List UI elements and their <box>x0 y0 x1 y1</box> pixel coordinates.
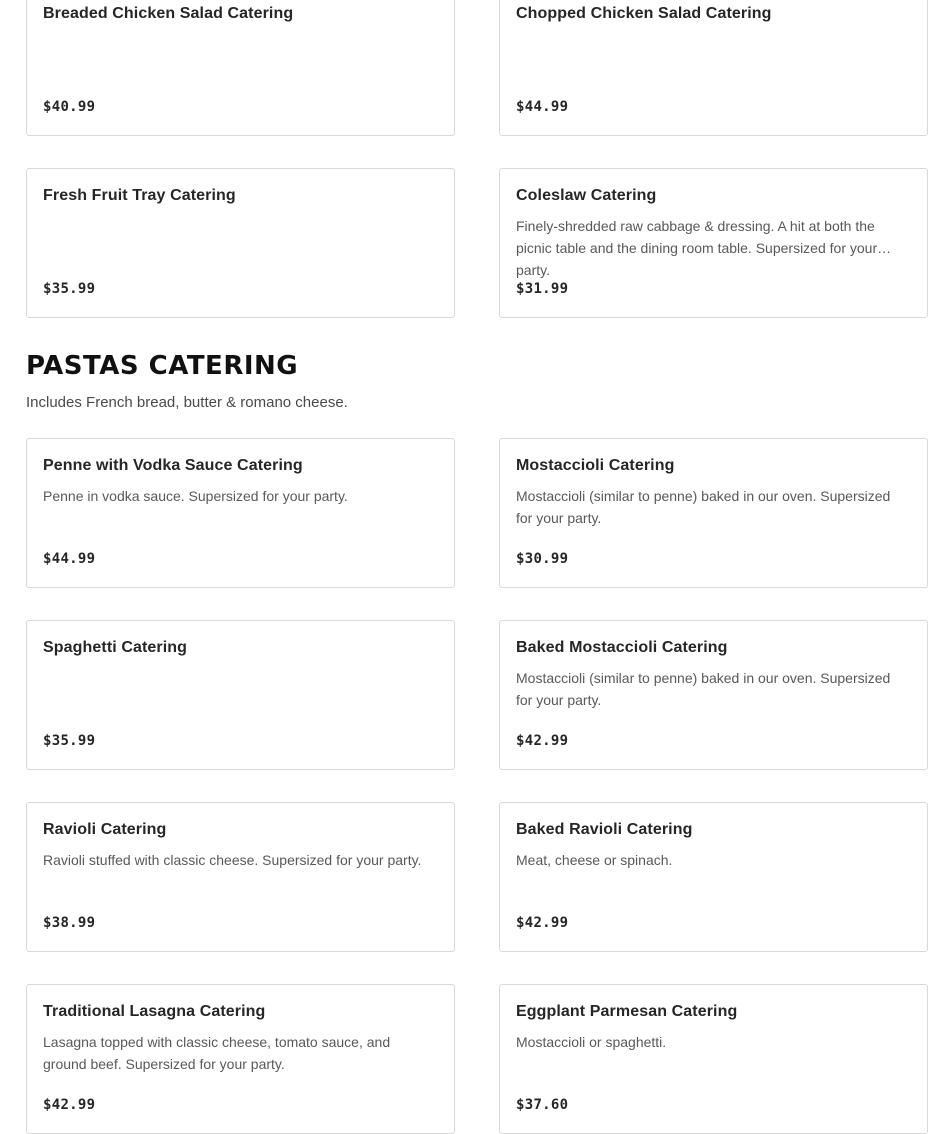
item-name: Traditional Lasagna Catering <box>43 1003 266 1020</box>
item-price: $35.99 <box>43 281 96 297</box>
item-price: $44.99 <box>43 551 96 567</box>
item-name: Baked Ravioli Catering <box>516 821 693 838</box>
item-name: Baked Mostaccioli Catering <box>516 639 728 656</box>
menu-item-card[interactable] <box>499 0 928 136</box>
menu-item-card[interactable] <box>26 168 455 318</box>
item-price: $31.99 <box>516 281 569 297</box>
item-price: $42.99 <box>516 915 569 931</box>
item-description: Mostaccioli (similar to penne) baked in our oven. Supersized for your party. <box>516 488 891 526</box>
menu-item-card[interactable] <box>499 438 928 588</box>
item-description: Lasagna topped with classic cheese, tomato sauce, and ground beef. Supersized for your party. <box>43 1034 391 1072</box>
item-price: $42.99 <box>43 1097 96 1113</box>
item-description: Ravioli stuffed with classic cheese. Supersized for your party. <box>43 852 422 868</box>
item-name: Eggplant Parmesan Catering <box>516 1003 738 1020</box>
pastas-section-header <box>26 350 348 411</box>
item-name: Coleslaw Catering <box>516 187 657 204</box>
item-name: Penne with Vodka Sauce Catering <box>43 457 303 474</box>
menu-item-card[interactable] <box>26 802 455 952</box>
item-name: Chopped Chicken Salad Catering <box>516 5 772 22</box>
item-description: Finely-shredded raw cabbage & dressing. A hit at both the picnic table and the dining room table. Supersized for your party. <box>516 218 878 278</box>
item-price: $37.60 <box>516 1097 569 1113</box>
item-description: Penne in vodka sauce. Supersized for your party. <box>43 488 348 504</box>
item-price: $44.99 <box>516 99 569 115</box>
item-name: Mostaccioli Catering <box>516 457 675 474</box>
item-name: Spaghetti Catering <box>43 639 188 656</box>
section-title: PASTAS CATERING <box>26 351 299 381</box>
item-name: Fresh Fruit Tray Catering <box>43 187 236 204</box>
menu-item-card[interactable] <box>499 984 928 1134</box>
menu-item-card[interactable] <box>499 802 928 952</box>
item-price: $42.99 <box>516 733 569 749</box>
item-name: Ravioli Catering <box>43 821 167 838</box>
menu-item-card[interactable] <box>499 620 928 770</box>
item-price: $30.99 <box>516 551 569 567</box>
menu-item-card[interactable] <box>26 438 455 588</box>
item-price: $40.99 <box>43 99 96 115</box>
section-subtitle: Includes French bread, butter & romano cheese. <box>26 394 348 411</box>
item-description: Mostaccioli (similar to penne) baked in our oven. Supersized for your party. <box>516 670 891 708</box>
menu-item-card[interactable] <box>26 0 455 136</box>
salads-grid <box>26 0 928 318</box>
item-name: Breaded Chicken Salad Catering <box>43 5 294 22</box>
item-description: Meat, cheese or spinach. <box>516 852 673 868</box>
menu-item-card[interactable] <box>26 984 455 1134</box>
item-price: $38.99 <box>43 915 96 931</box>
menu-item-card[interactable] <box>26 620 455 770</box>
menu-item-card[interactable] <box>499 168 928 318</box>
item-price: $35.99 <box>43 733 96 749</box>
pastas-grid <box>26 438 928 1134</box>
item-description: Mostaccioli or spaghetti. <box>516 1034 667 1050</box>
